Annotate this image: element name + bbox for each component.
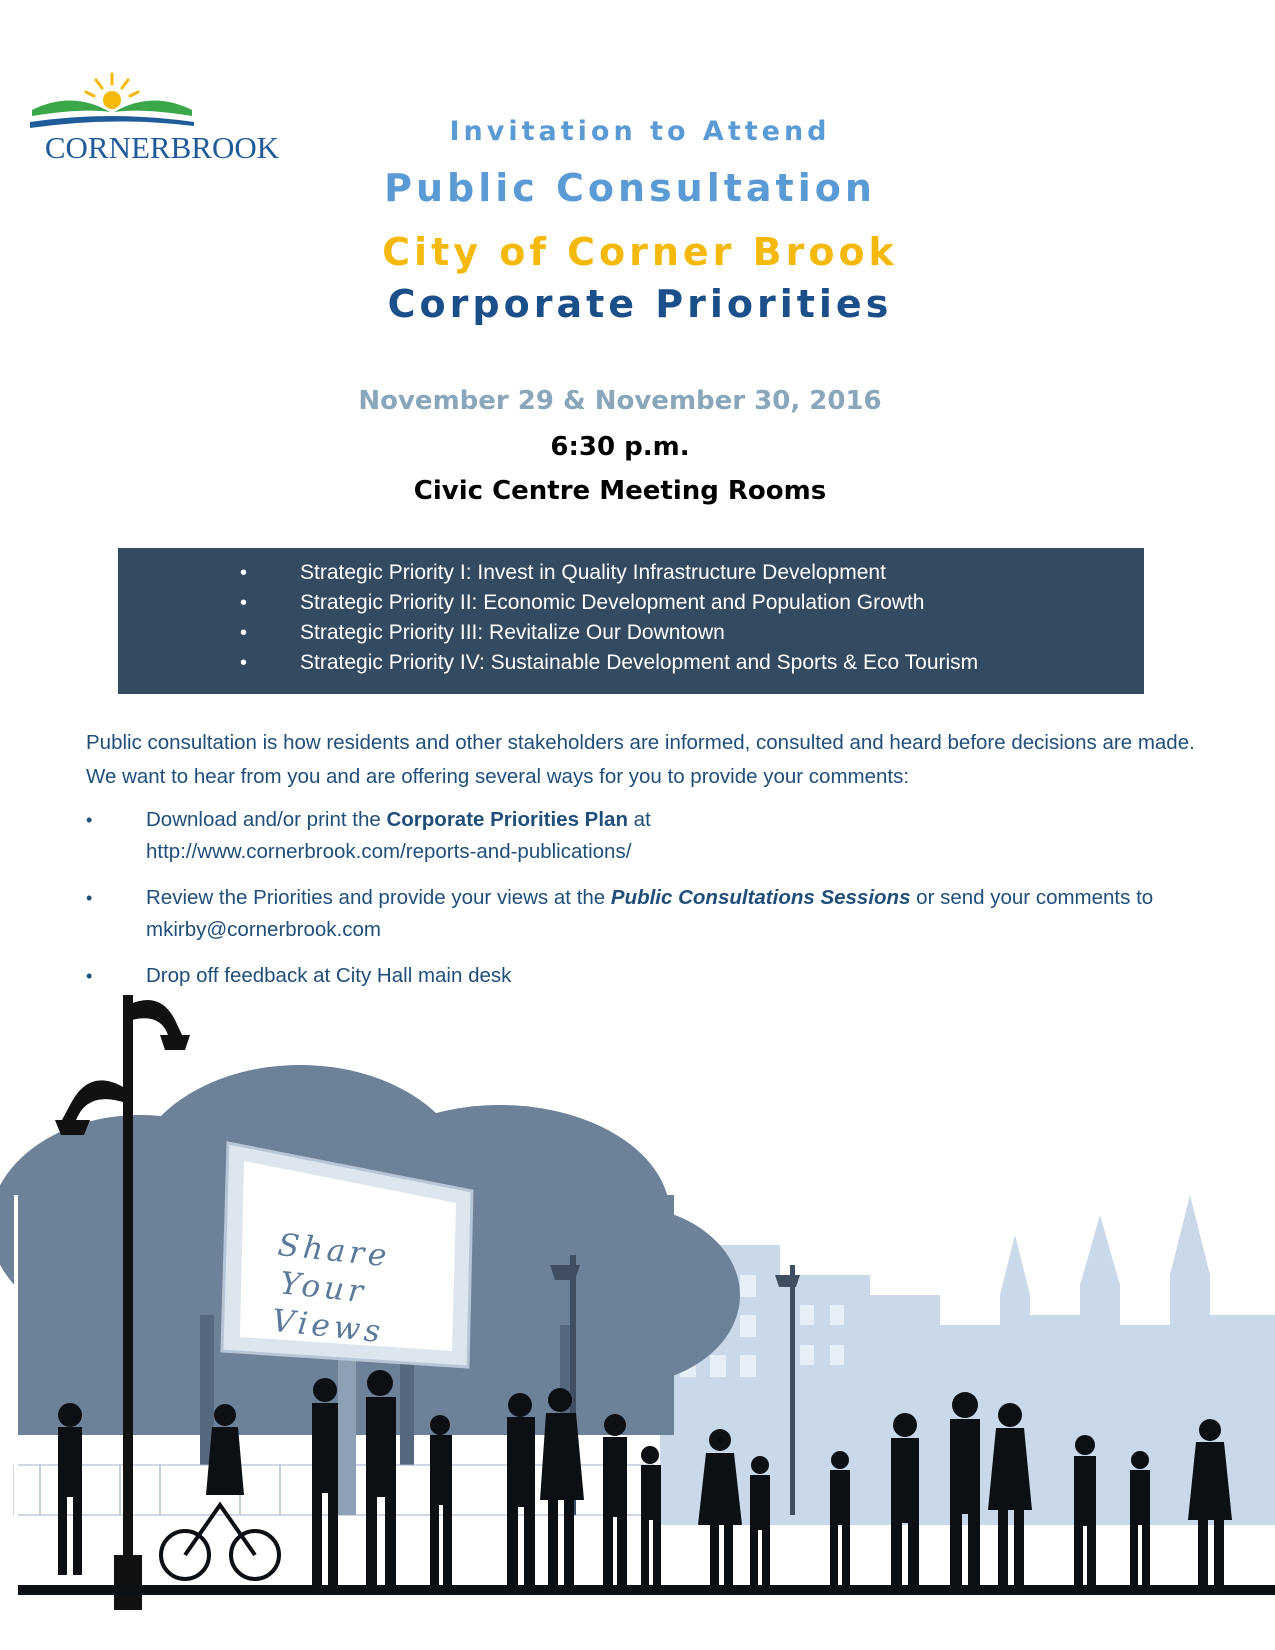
logo-wordmark: CORNERBROOK — [44, 130, 280, 165]
plan-name: Corporate Priorities Plan — [386, 808, 628, 831]
bullet-icon: • — [86, 810, 93, 830]
cornerbrook-logo — [22, 72, 302, 182]
city-title: City of Corner Brook — [382, 230, 898, 274]
event-time: 6:30 p.m. — [550, 432, 690, 462]
bullet-icon: • — [240, 652, 248, 674]
priority-item: • Strategic Priority I: Invest in Quality Infrastructure Development — [118, 558, 1144, 588]
priority-item: • Strategic Priority III: Revitalize Our Downtown — [118, 618, 1144, 648]
invitation-heading: Invitation to Attend — [449, 116, 831, 147]
priority-item: • Strategic Priority II: Economic Development and Population Growth — [118, 588, 1144, 618]
list-item: • Download and/or print the Corporate Priorities Plan at http://www.cornerbrook.com/reports-and-publications/ — [86, 804, 1206, 874]
sessions-name: Public Consultations Sessions — [610, 886, 911, 909]
bullet-icon: • — [86, 966, 93, 986]
event-dates: November 29 & November 30, 2016 — [358, 386, 882, 416]
bullet-icon: • — [240, 562, 248, 584]
priorities-list — [118, 548, 1144, 678]
street-scene-illustration — [0, 995, 1275, 1615]
bullet-icon: • — [240, 592, 248, 614]
list-item: • Review the Priorities and provide your views at the Public Consultations Sessions or send your comments to mkirby@cornerbrook.com — [86, 882, 1206, 952]
priority-item: • Strategic Priority IV: Sustainable Development and Sports & Eco Tourism — [118, 648, 1144, 678]
contact-email[interactable]: mkirby@cornerbrook.com — [146, 918, 381, 941]
event-title: Public Consultation — [384, 166, 876, 210]
bullet-icon: • — [240, 622, 248, 644]
billboard-text: Share Your Views — [270, 1226, 393, 1351]
event-location: Civic Centre Meeting Rooms — [413, 476, 827, 506]
topic-title: Corporate Priorities — [387, 282, 893, 326]
intro-paragraph: Public consultation is how residents and other stakeholders are informed, consulted and heard before decisions are made. We want to hear from you and are offering several ways for you to provide your comments: — [86, 731, 1195, 788]
priorities-box — [118, 548, 1144, 694]
plan-link[interactable]: http://www.cornerbrook.com/reports-and-publications/ — [146, 840, 632, 863]
list-item: • Drop off feedback at City Hall main desk — [86, 960, 1206, 994]
bullet-icon: • — [86, 888, 93, 908]
